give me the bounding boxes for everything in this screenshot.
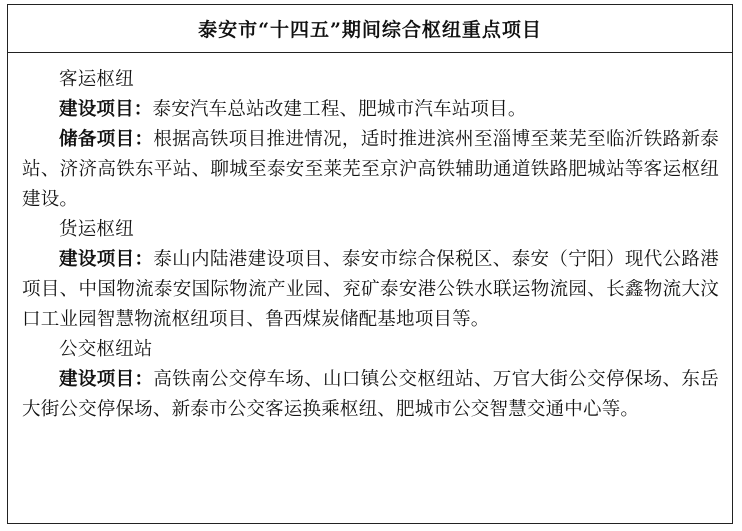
bus-construction-item <box>22 365 719 425</box>
section-heading-freight: 货运枢纽 <box>59 219 134 240</box>
passenger-reserve-item <box>22 125 719 215</box>
item-text: 泰山内陆港建设项目、泰安市综合保税区、泰安（宁阳）现代公路港项目、中国物流泰安国际物流产业园、兖矿泰安港公铁水联运物流园、长鑫物流大汶口工业园智慧物流枢纽项目、鲁西煤炭储配基地项目等。 <box>22 249 719 330</box>
item-text: 根据高铁项目推进情况，适时推进滨州至淄博至莱芜至临沂铁路新泰站、济济高铁东平站、聊城至泰安至莱芜至京沪高铁辅助通道铁路肥城站等客运枢纽建设。 <box>22 129 719 210</box>
freight-construction-item <box>22 245 719 335</box>
table-title: 泰安市“十四五”期间综合枢纽重点项目 <box>8 5 732 53</box>
item-label: 建设项目： <box>59 249 154 270</box>
item-label: 建设项目： <box>59 99 153 120</box>
project-table <box>7 4 733 524</box>
item-text: 泰安汽车总站改建工程、肥城市汽车站项目。 <box>152 99 527 120</box>
table-body <box>8 53 732 425</box>
section-heading-passenger: 客运枢纽 <box>59 69 134 90</box>
section-heading-bus: 公交枢纽站 <box>59 339 153 360</box>
item-text: 高铁南公交停车场、山口镇公交枢纽站、万官大街公交停保场、东岳大街公交停保场、新泰市公交客运换乘枢纽、肥城市公交智慧交通中心等。 <box>22 369 719 420</box>
item-label: 储备项目： <box>59 129 154 150</box>
passenger-construction-item <box>22 95 719 125</box>
item-label: 建设项目： <box>59 369 154 390</box>
